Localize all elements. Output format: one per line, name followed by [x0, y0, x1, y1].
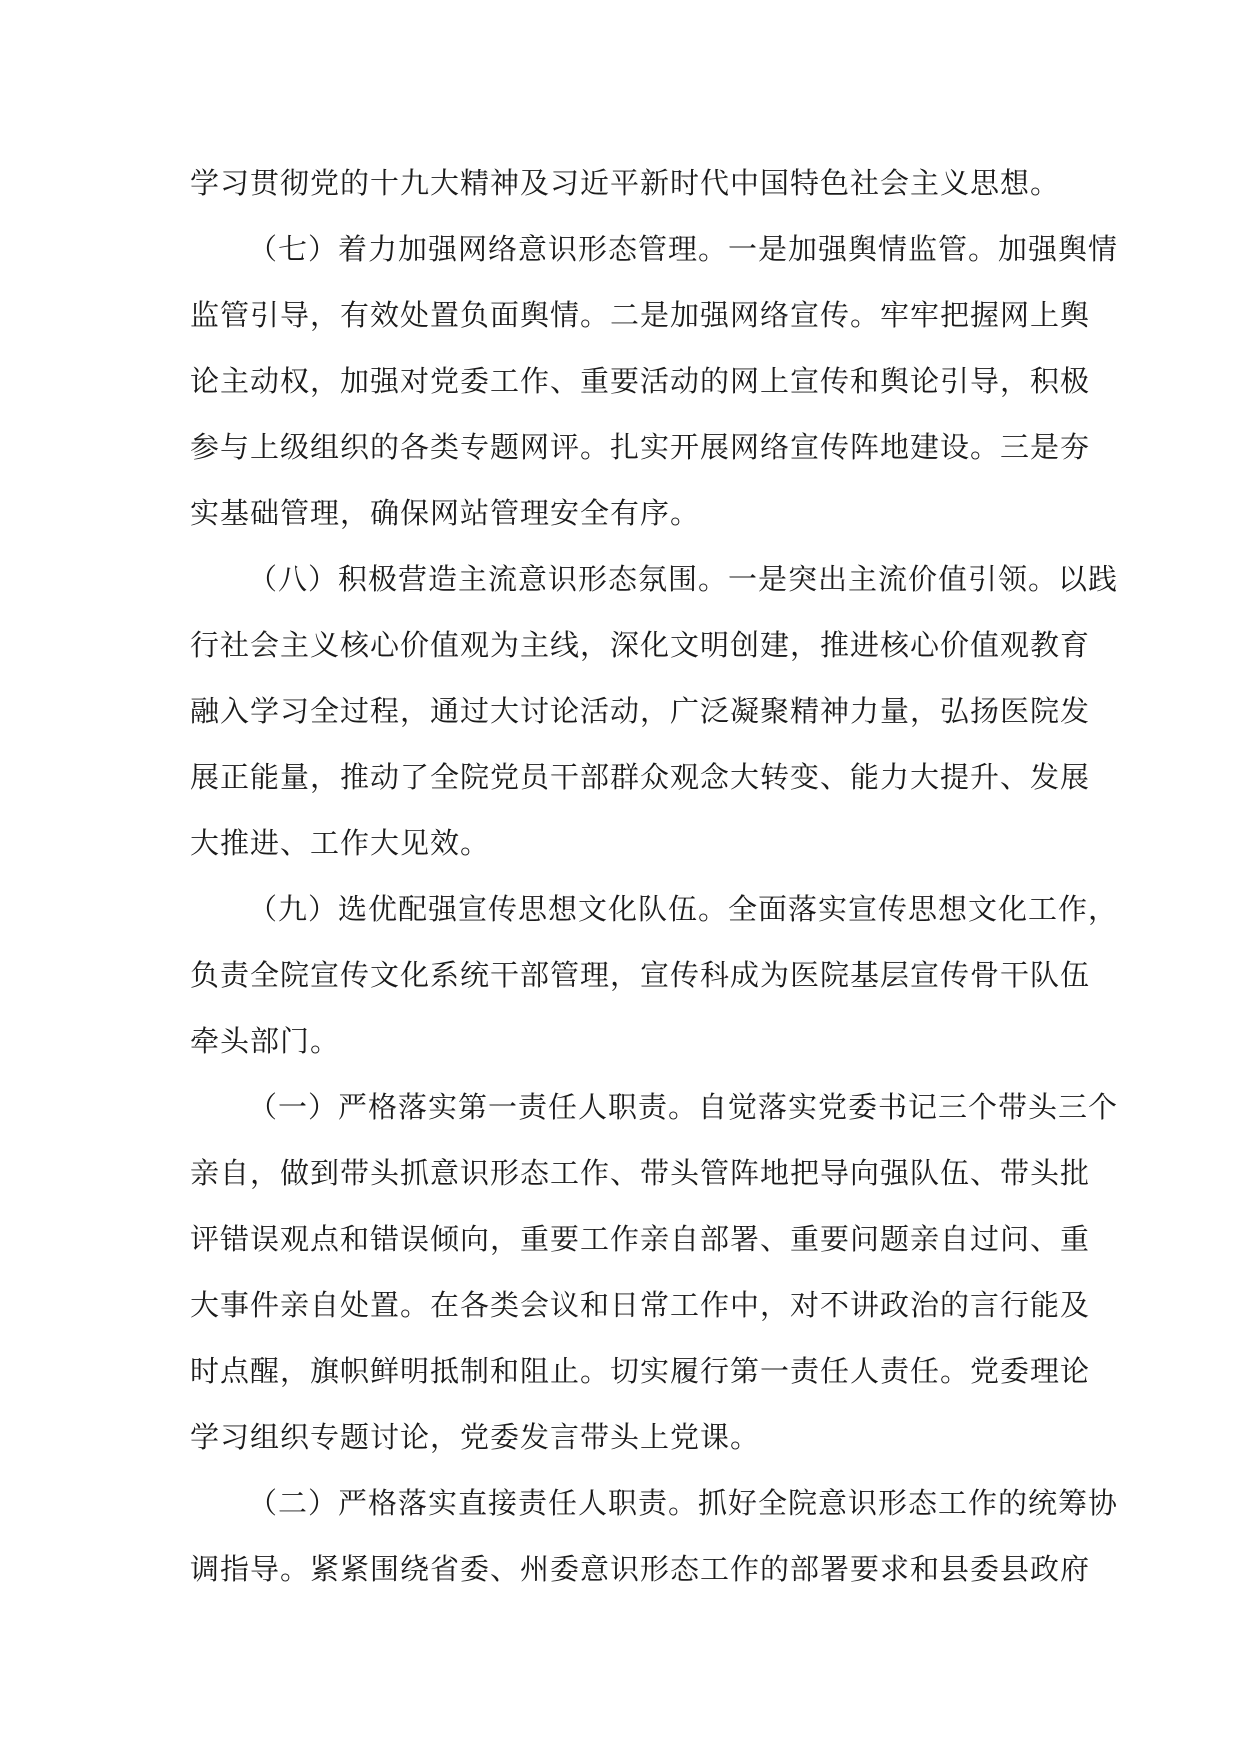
paragraph-start-line: （二）严格落实直接责任人职责。抓好全院意识形态工作的统筹协: [248, 1486, 1119, 1520]
text-line: 亲自，做到带头抓意识形态工作、带头管阵地把导向强队伍、带头批: [190, 1156, 1091, 1190]
text-line: 参与上级组织的各类专题网评。扎实开展网络宣传阵地建设。三是夯: [190, 430, 1091, 464]
text-line: 时点醒，旗帜鲜明抵制和阻止。切实履行第一责任人责任。党委理论: [190, 1354, 1091, 1388]
text-line: 展正能量，推动了全院党员干部群众观念大转变、能力大提升、发展: [190, 760, 1091, 794]
text-line: 大事件亲自处置。在各类会议和日常工作中，对不讲政治的言行能及: [190, 1288, 1091, 1322]
text-line: 负责全院宣传文化系统干部管理，宣传科成为医院基层宣传骨干队伍: [190, 958, 1091, 992]
paragraph-start-line: （一）严格落实第一责任人职责。自觉落实党委书记三个带头三个: [248, 1090, 1119, 1124]
text-line: 行社会主义核心价值观为主线，深化文明创建，推进核心价值观教育: [190, 628, 1091, 662]
text-line: 学习贯彻党的十九大精神及习近平新时代中国特色社会主义思想。: [190, 166, 1061, 200]
document-body: [190, 150, 1119, 1602]
text-line: 融入学习全过程，通过大讨论活动，广泛凝聚精神力量，弘扬医院发: [190, 694, 1091, 728]
text-line: 论主动权，加强对党委工作、重要活动的网上宣传和舆论引导，积极: [190, 364, 1091, 398]
text-line: 监管引导，有效处置负面舆情。二是加强网络宣传。牢牢把握网上舆: [190, 298, 1091, 332]
text-line: 调指导。紧紧围绕省委、州委意识形态工作的部署要求和县委县政府: [190, 1552, 1091, 1586]
text-line: 牵头部门。: [190, 1024, 341, 1058]
text-line: 大推进、工作大见效。: [190, 826, 491, 860]
text-line: 实基础管理，确保网站管理安全有序。: [190, 496, 701, 530]
paragraph-start-line: （九）选优配强宣传思想文化队伍。全面落实宣传思想文化工作，: [248, 892, 1119, 926]
text-line: 评错误观点和错误倾向，重要工作亲自部署、重要问题亲自过问、重: [190, 1222, 1091, 1256]
paragraph-start-line: （七）着力加强网络意识形态管理。一是加强舆情监管。加强舆情: [248, 232, 1119, 266]
text-line: 学习组织专题讨论，党委发言带头上党课。: [190, 1420, 761, 1454]
paragraph-start-line: （八）积极营造主流意识形态氛围。一是突出主流价值引领。以践: [248, 562, 1119, 596]
